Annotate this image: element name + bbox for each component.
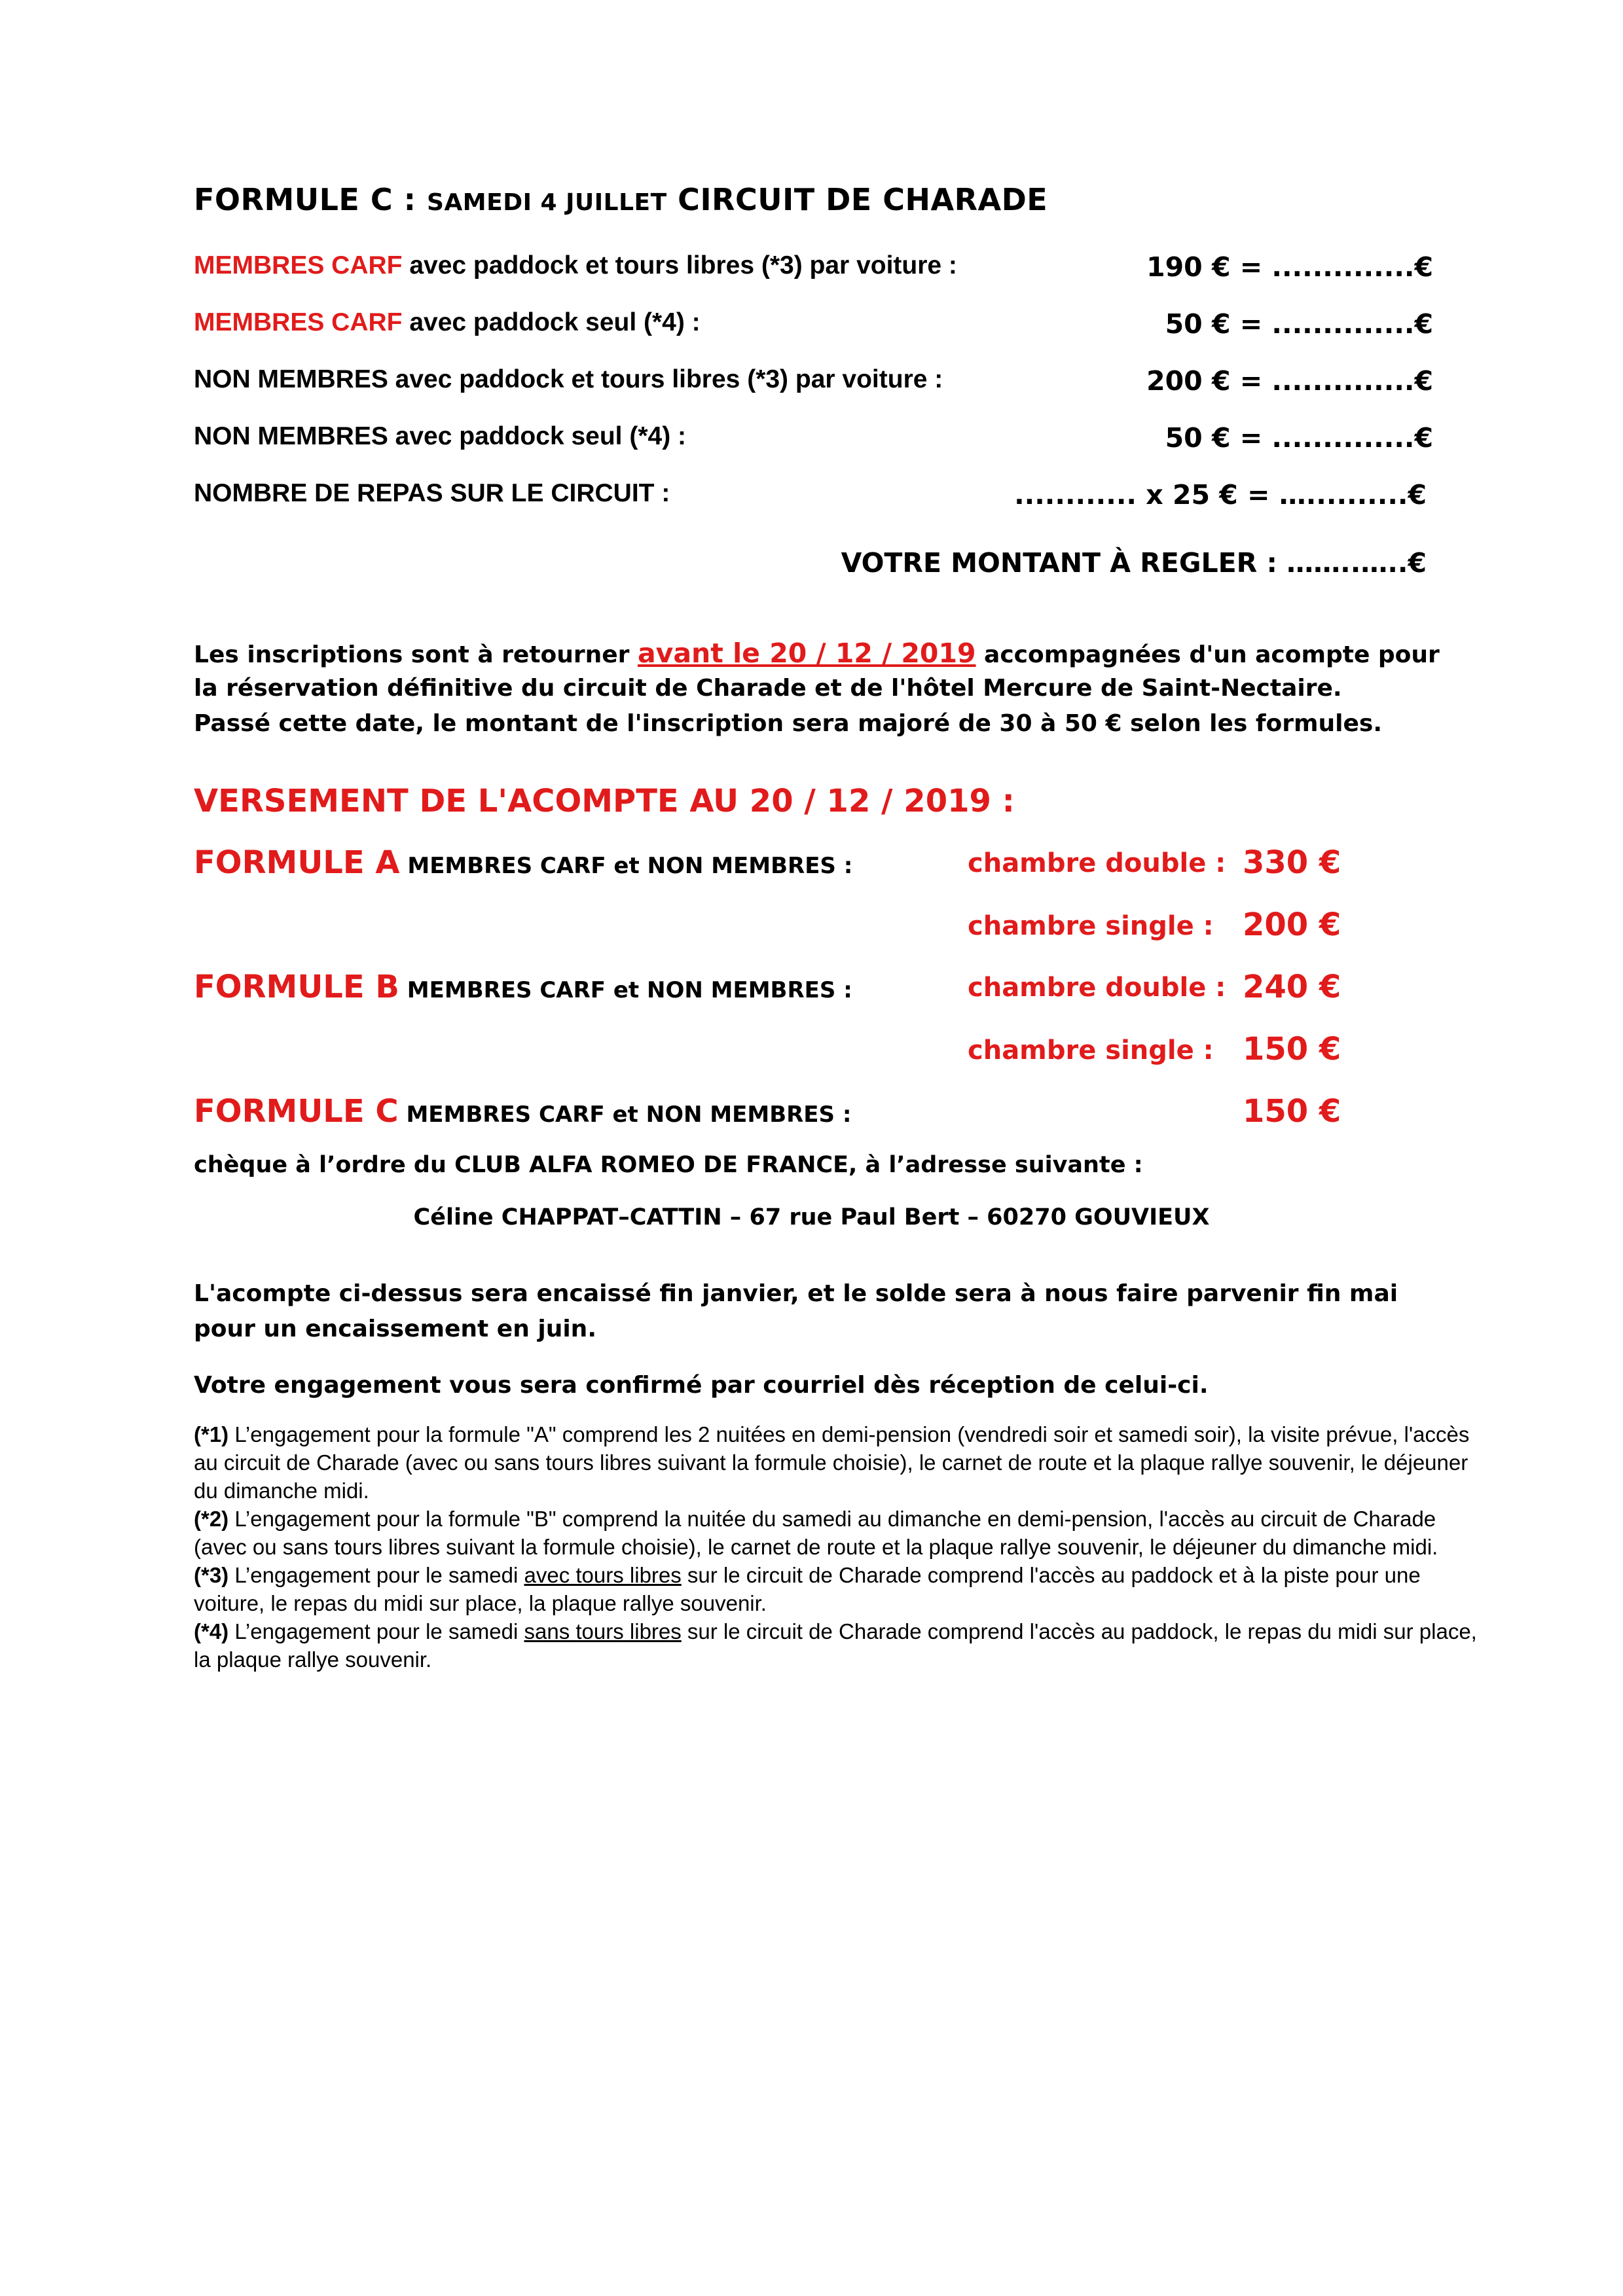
footnote-text: L’engagement pour le samedi [228,1619,524,1643]
price-row-value: 50 € = ..............€ [1165,308,1433,340]
encaissement-line-2: pour un encaissement en juin. [194,1316,596,1342]
address: Céline CHAPPAT–CATTIN – 67 rue Paul Bert – 60270 GOUVIEUX [413,1204,1210,1230]
formule-a-label [194,844,852,881]
price-row-value: ............ x 25 € = …..........€ [1014,479,1427,511]
room-price: 150 € [1243,1093,1341,1130]
footnote-ref: (*3) [194,1563,229,1587]
room-type: chambre double : [968,848,1226,878]
total-amount: VOTRE MONTANT À REGLER : ……..…..€ [841,547,1427,579]
footnote-ref: (*2) [194,1507,229,1531]
footnote-underlined: sans tours libres [524,1619,682,1643]
encaissement-line-1: L'acompte ci-dessus sera encaissé fin janvier, et le solde sera à nous faire parvenir fin mai [194,1280,1398,1307]
inscription-line-1 [194,636,1440,673]
members-label: MEMBRES CARF et NON MEMBRES : [399,853,853,879]
members-carf-label: MEMBRES CARF [194,308,403,336]
formule-name: FORMULE B [194,969,399,1005]
row-text: NOMBRE DE REPAS SUR LE CIRCUIT : [194,479,670,507]
price-row-value: 50 € = ..............€ [1165,422,1433,454]
title-circuit: CIRCUIT DE CHARADE [666,182,1048,217]
footnote-text: sur le circuit de Charade comprend l'accès au paddock, le repas du midi sur place, la plaque rallye souvenir. [194,1619,1477,1672]
cheque-instruction: chèque à l’ordre du CLUB ALFA ROMEO DE FRANCE, à l’adresse suivante : [194,1152,1143,1178]
page-title [194,182,1048,217]
footnotes [194,1420,1477,1674]
formule-name: FORMULE C [194,1093,399,1130]
footnote-ref: (*4) [194,1619,229,1643]
room-price: 240 € [1243,969,1341,1005]
confirmation: Votre engagement vous sera confirmé par courriel dès réception de celui-ci. [194,1372,1209,1399]
footnote [194,1561,1477,1617]
price-row-value: 200 € = ..............€ [1146,365,1433,397]
row-text: NON MEMBRES avec paddock et tours libres (*3) par voiture : [194,365,943,393]
title-formule: FORMULE C : [194,182,428,217]
footnote [194,1617,1477,1674]
footnote-text: L’engagement pour le samedi [228,1563,524,1587]
deadline: avant le 20 / 12 / 2019 [637,637,976,669]
inscription-line-3: Passé cette date, le montant de l'inscription sera majoré de 30 à 50 € selon les formules. [194,710,1383,737]
footnote-text: sur le circuit de Charade comprend l'accès au paddock et à la piste pour une voiture, le repas du midi sur place, la plaque rallye souvenir. [194,1563,1421,1615]
row-text: avec paddock seul (*4) : [402,308,701,336]
members-label: MEMBRES CARF et NON MEMBRES : [398,1102,852,1128]
room-price: 200 € [1243,906,1341,943]
room-type: chambre double : [968,973,1226,1003]
formule-c-label [194,1093,851,1130]
footnote [194,1420,1477,1505]
formule-b-label [194,969,852,1005]
footnote-text: L’engagement pour la formule "A" comprend les 2 nuitées en demi-pension (vendredi soir et samedi soir), la visite prévue, l'accès au circuit de Charade (avec ou sans tours libres suivant la formule choisie), le carnet de route et la plaque rallye souvenir, le déjeuner du dimanche midi. [194,1422,1470,1503]
room-type: chambre single : [968,911,1214,941]
footnote-underlined: avec tours libres [524,1563,682,1587]
price-row-label [194,251,957,280]
footnote [194,1505,1477,1561]
price-row-value: 190 € = ..............€ [1146,251,1433,283]
inscription-text: Les inscriptions sont à retourner [194,641,638,668]
price-row-label [194,308,701,337]
formule-name: FORMULE A [194,844,400,881]
members-label: MEMBRES CARF et NON MEMBRES : [399,977,852,1003]
price-row-label [194,479,670,508]
row-text: avec paddock et tours libres (*3) par voiture : [402,251,957,279]
row-text: NON MEMBRES avec paddock seul (*4) : [194,422,687,450]
inscription-text: accompagnées d'un acompte pour [976,641,1440,668]
title-date: SAMEDI 4 JUILLET [427,189,667,216]
footnote-text: L’engagement pour la formule "B" comprend la nuitée du samedi au dimanche en demi-pension, l'accès au circuit de Charade (avec ou sans tours libres suivant la formule choisie), le carnet de route et la plaque rallye souvenir, le déjeuner du dimanche midi. [194,1507,1438,1559]
price-row-label [194,422,686,451]
room-price: 150 € [1243,1031,1341,1067]
members-carf-label: MEMBRES CARF [194,251,403,279]
inscription-line-2: la réservation définitive du circuit de Charade et de l'hôtel Mercure de Saint-Nectaire. [194,675,1342,702]
price-row-label [194,365,943,394]
room-type: chambre single : [968,1035,1214,1066]
footnote-ref: (*1) [194,1422,229,1446]
room-price: 330 € [1243,844,1341,881]
acompte-heading: VERSEMENT DE L'ACOMPTE AU 20 / 12 / 2019 : [194,783,1015,819]
